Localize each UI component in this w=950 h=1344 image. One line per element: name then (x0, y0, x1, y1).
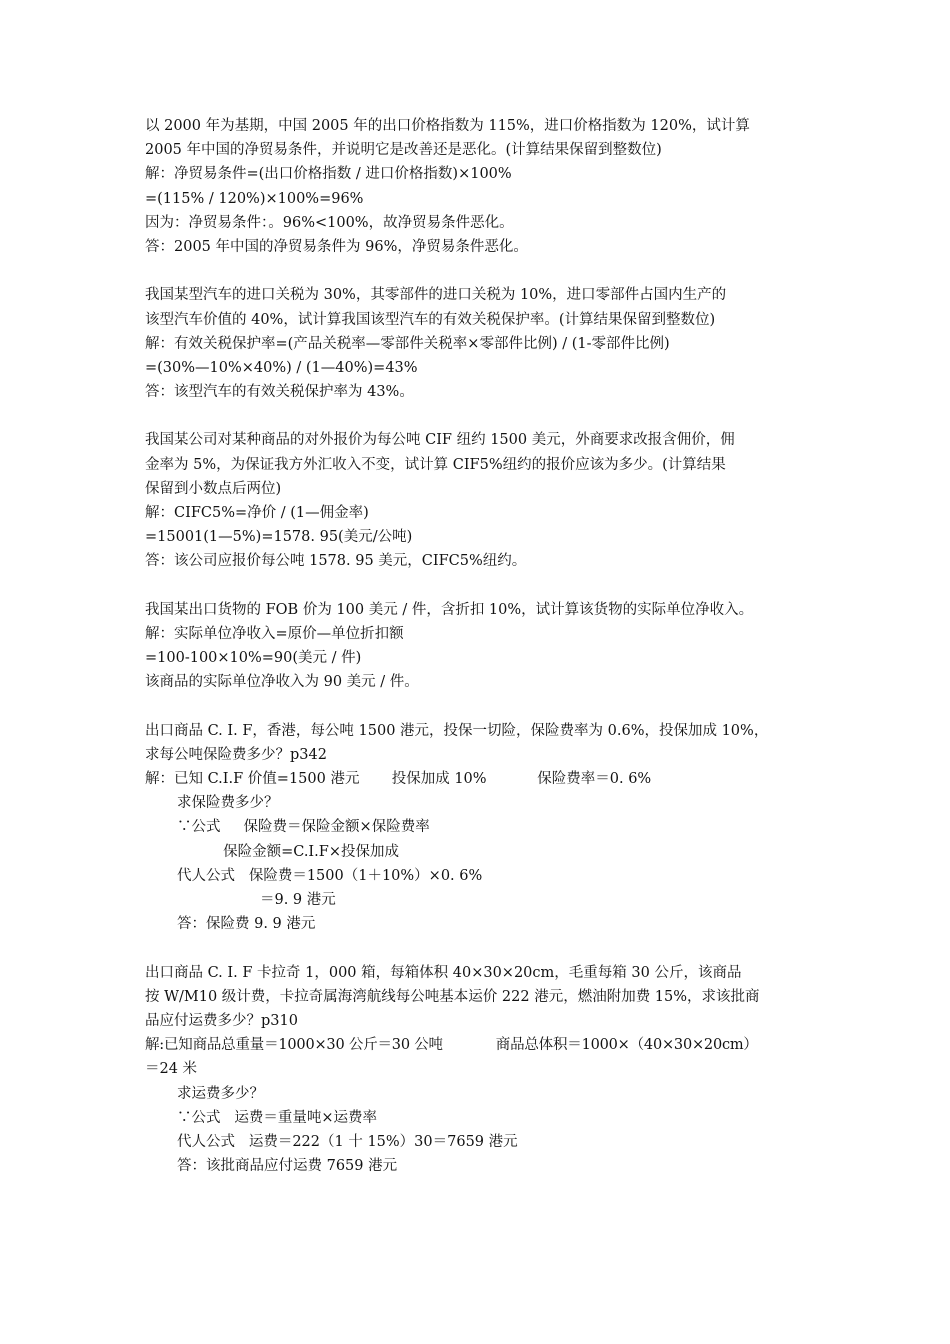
text-line: 求每公吨保险费多少？p342 (145, 746, 327, 763)
spacer (145, 574, 825, 598)
text-line: 解：有效关税保护率=(产品关税率—零部件关税率×零部件比例) / (1-零部件比例) (145, 335, 670, 352)
text-line: =(30%—10%×40%) / (1—40%)=43% (145, 359, 418, 376)
text-line: 解：净贸易条件=(出口价格指数 / 进口价格指数)×100% (145, 166, 512, 183)
text-line: 品应付运费多少？p310 (145, 1012, 298, 1029)
problem-6 (145, 961, 825, 1179)
text-line: 我国某型汽车的进口关税为 30%，其零部件的进口关税为 10%，进口零部件占国内生产的 (145, 287, 727, 304)
text-line: 该型汽车价值的 40%，试计算我国该型汽车的有效关税保护率。(计算结果保留到整数位) (145, 311, 716, 328)
text-line: 以 2000 年为基期，中国 2005 年的出口价格指数为 115%，进口价格指数为 120%，试计算 (145, 118, 750, 134)
text-line: ∵公式 运费＝重量吨×运费率 (177, 1109, 377, 1126)
text-line: 因为：净贸易条件：。96%<100%，故净贸易条件恶化。 (145, 214, 514, 231)
problem-3 (145, 428, 825, 573)
text-line: 该商品的实际单位净收入为 90 美元 / 件。 (145, 674, 419, 691)
text-line: 解：CIFC5%=净价 / (1—佣金率) (145, 505, 369, 521)
text-line: 解：实际单位净收入=原价—单位折扣额 (145, 625, 404, 642)
text-line: 2005 年中国的净贸易条件，并说明它是改善还是恶化。(计算结果保留到整数位) (145, 142, 662, 159)
problem-1 (145, 114, 825, 259)
text-line: ∵公式 保险费＝保险金额×保险费率 (177, 819, 430, 836)
problem-5 (145, 719, 825, 937)
text-line: 答：该公司应报价每公吨 1578. 95 美元，CIFC5%纽约。 (145, 553, 527, 570)
text-line: 解：已知 C.I.F 价值=1500 港元 投保加成 10% 保险费率＝0. 6% (145, 771, 652, 788)
text-line: 答：该型汽车的有效关税保护率为 43%。 (145, 384, 414, 401)
text-line: 答：该批商品应付运费 7659 港元 (177, 1158, 398, 1175)
spacer (145, 936, 825, 960)
text-line: 求保险费多少？ (177, 795, 279, 812)
text-line: =100-100×10%=90(美元 / 件) (145, 650, 362, 667)
problem-4 (145, 598, 825, 695)
text-line: ＝9. 9 港元 (177, 892, 336, 908)
text-line: 答：保险费 9. 9 港元 (177, 916, 316, 933)
text-line: 代人公式 保险费＝1500（1＋10%）×0. 6% (177, 867, 483, 884)
text-line: =(115% / 120%)×100%=96% (145, 190, 364, 207)
text-line: 代人公式 运费＝222（1 十 15%）30＝7659 港元 (177, 1133, 518, 1150)
text-line: 求运费多少？ (177, 1085, 264, 1102)
spacer (145, 259, 825, 283)
text-line: 出口商品 C. I. F，香港，每公吨 1500 港元，投保一切险，保险费率为 0.6%，投保加成 10%， (145, 722, 769, 739)
text-line: 出口商品 C. I. F 卡拉奇 1，000 箱，每箱体积 40×30×20cm，毛重每箱 30 公斤，该商品 (145, 964, 742, 981)
text-line: 我国某公司对某种商品的对外报价为每公吨 CIF 纽约 1500 美元，外商要求改报含佣价，佣 (145, 432, 735, 449)
text-line: 按 W/M10 级计费，卡拉奇属海湾航线每公吨基本运价 222 港元，燃油附加费 15%，求该批商 (145, 988, 760, 1005)
spacer (145, 695, 825, 719)
spacer (145, 404, 825, 428)
text-line: 解:已知商品总重量＝1000×30 公斤＝30 公吨 商品总体积＝1000×（40×30×20cm） (145, 1037, 758, 1054)
text-line: =15001(1—5%)=1578. 95(美元/公吨) (145, 529, 413, 546)
text-line: ＝24 米 (145, 1061, 198, 1078)
text-line: 答：2005 年中国的净贸易条件为 96%，净贸易条件恶化。 (145, 238, 528, 255)
text-line: 我国某出口货物的 FOB 价为 100 美元 / 件，含折扣 10%，试计算该货物的实际单位净收入。 (145, 601, 754, 618)
text-line: 金率为 5%，为保证我方外汇收入不变，试计算 CIF5%纽约的报价应该为多少。(计算结果 (145, 456, 726, 473)
text-line: 保险金额=C.I.F×投保加成 (177, 843, 399, 860)
problem-2 (145, 283, 825, 404)
text-line: 保留到小数点后两位) (145, 480, 282, 497)
document-page (145, 114, 825, 1178)
